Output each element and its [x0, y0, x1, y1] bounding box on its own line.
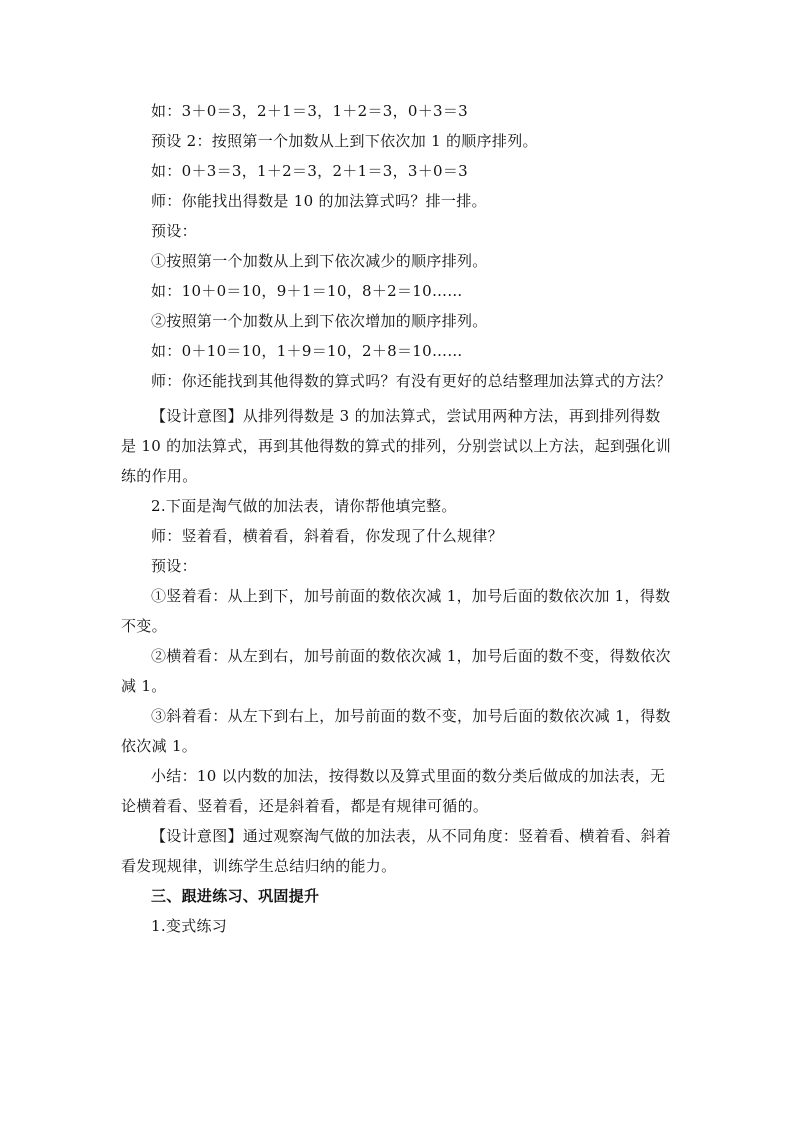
paragraph-preset-2: 预设 2：按照第一个加数从上到下依次加 1 的顺序排列。 — [151, 132, 538, 150]
paragraph-preset-decrease: ①按照第一个加数从上到下依次减少的顺序排列。 — [151, 252, 488, 270]
paragraph-example-10-ascending: 如：0＋10＝10，1＋9＝10，2＋8＝10…… — [151, 342, 463, 360]
paragraph-example-3-descending: 如：3＋0＝3，2＋1＝3，1＋2＝3，0＋3＝3 — [151, 102, 469, 120]
paragraph-horizontal-pattern: ②横着看：从左到右，加号前面的数依次减 1，加号后面的数不变，得数依次减 1。 — [121, 647, 671, 695]
paragraph-teacher-question-pattern: 师：竖着看，横着看，斜着看，你发现了什么规律？ — [151, 527, 503, 545]
paragraph-example-3-ascending: 如：0＋3＝3，1＋2＝3，2＋1＝3，3＋0＝3 — [151, 162, 469, 180]
paragraph-preset-increase: ②按照第一个加数从上到下依次增加的顺序排列。 — [151, 312, 488, 330]
paragraph-vertical-pattern: ①竖着看：从上到下，加号前面的数依次减 1，加号后面的数依次加 1，得数不变。 — [121, 587, 671, 635]
paragraph-example-10-descending: 如：10＋0＝10，9＋1＝10，8＋2＝10…… — [151, 282, 463, 300]
paragraph-preset-label: 预设： — [151, 222, 197, 240]
paragraph-variant-practice: 1.变式练习 — [151, 917, 228, 935]
paragraph-addition-table-task: 2.下面是淘气做的加法表，请你帮他填完整。 — [151, 497, 457, 515]
paragraph-preset-label-2: 预设： — [151, 557, 197, 575]
paragraph-teacher-question-other: 师：你还能找到其他得数的算式吗？有没有更好的总结整理加法算式的方法？ — [151, 372, 672, 390]
paragraph-design-intent-2: 【设计意图】通过观察淘气做的加法表，从不同角度：竖着看、横着看、斜着看发现规律，训练学生总结归纳的能力。 — [121, 827, 672, 875]
paragraph-summary: 小结：10 以内数的加法，按得数以及算式里面的数分类后做成的加法表，无论横着看、竖着看，还是斜着看，都是有规律可循的。 — [121, 767, 666, 815]
document-body — [121, 96, 674, 941]
section-heading-practice: 三、跟进练习、巩固提升 — [151, 887, 320, 905]
paragraph-design-intent-1: 【设计意图】从排列得数是 3 的加法算式，尝试用两种方法，再到排列得数是 10 的加法算式，再到其他得数的算式的排列，分别尝试以上方法，起到强化训练的作用。 — [121, 407, 672, 485]
paragraph-teacher-question-10: 师：你能找出得数是 10 的加法算式吗？排一排。 — [151, 192, 487, 210]
paragraph-diagonal-pattern: ③斜着看：从左下到右上，加号前面的数不变，加号后面的数依次减 1，得数依次减 1。 — [121, 707, 671, 755]
